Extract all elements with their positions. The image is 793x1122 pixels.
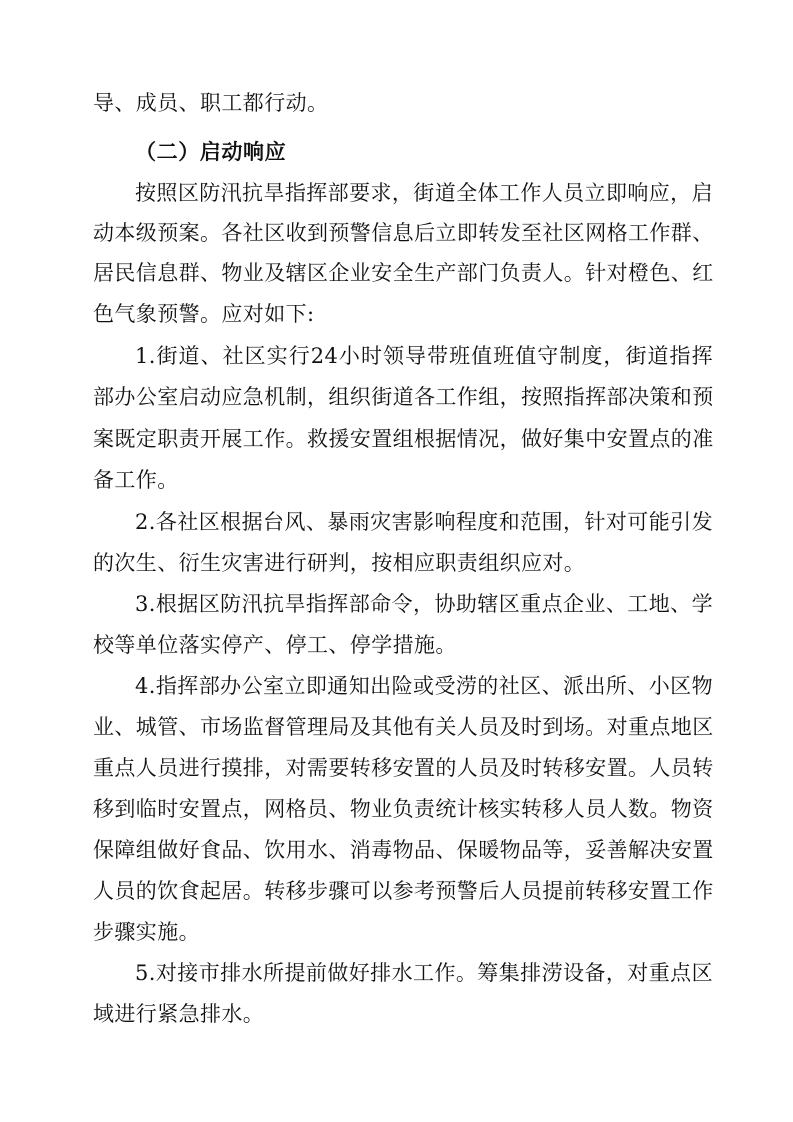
text-line: 3.根据区防汛抗旱指挥部命令，协助辖区重点企业、工地、学: [135, 592, 713, 616]
text-line: 移到临时安置点，网格员、物业负责统计核实转移人员人数。物资: [93, 797, 714, 821]
section-heading: （二）启动响应: [135, 140, 287, 164]
text-line: 4.指挥部办公室立即通知出险或受涝的社区、派出所、小区物: [135, 674, 713, 698]
text-line: 备工作。: [93, 468, 179, 492]
text-line: 2.各社区根据台风、暴雨灾害影响程度和范围，针对可能引发: [135, 510, 713, 534]
text-line: 动本级预案。各社区收到预警信息后立即转发至社区网格工作群、: [93, 221, 714, 245]
text-line: 业、城管、市场监督管理局及其他有关人员及时到场。对重点地区: [93, 715, 714, 739]
text-line: 步骤实施。: [93, 920, 200, 944]
text-line: 域进行紧急排水。: [93, 1002, 265, 1026]
text-line: 色气象预警。应对如下:: [93, 302, 315, 326]
text-line: 的次生、衍生灾害进行研判，按相应职责组织应对。: [93, 551, 586, 575]
text-line: 1.街道、社区实行24小时领导带班值班值守制度，街道指挥: [135, 344, 713, 368]
text-line: 保障组做好食品、饮用水、消毒物品、保暖物品等，妥善解决安置: [93, 838, 714, 862]
text-line: 5.对接市排水所提前做好排水工作。筹集排涝设备，对重点区: [135, 961, 713, 985]
text-line: 部办公室启动应急机制，组织街道各工作组，按照指挥部决策和预: [93, 385, 714, 409]
text-line: 案既定职责开展工作。救援安置组根据情况，做好集中安置点的准: [93, 427, 714, 451]
text-line: 居民信息群、物业及辖区企业安全生产部门负责人。针对橙色、红: [93, 261, 714, 285]
text-line: 校等单位落实停产、停工、停学措施。: [93, 633, 457, 657]
text-line: 人员的饮食起居。转移步骤可以参考预警后人员提前转移安置工作: [93, 879, 714, 903]
text-line: 导、成员、职工都行动。: [93, 91, 329, 115]
text-line: 按照区防汛抗旱指挥部要求，街道全体工作人员立即响应，启: [135, 181, 713, 205]
text-line: 重点人员进行摸排，对需要转移安置的人员及时转移安置。人员转: [93, 756, 714, 780]
